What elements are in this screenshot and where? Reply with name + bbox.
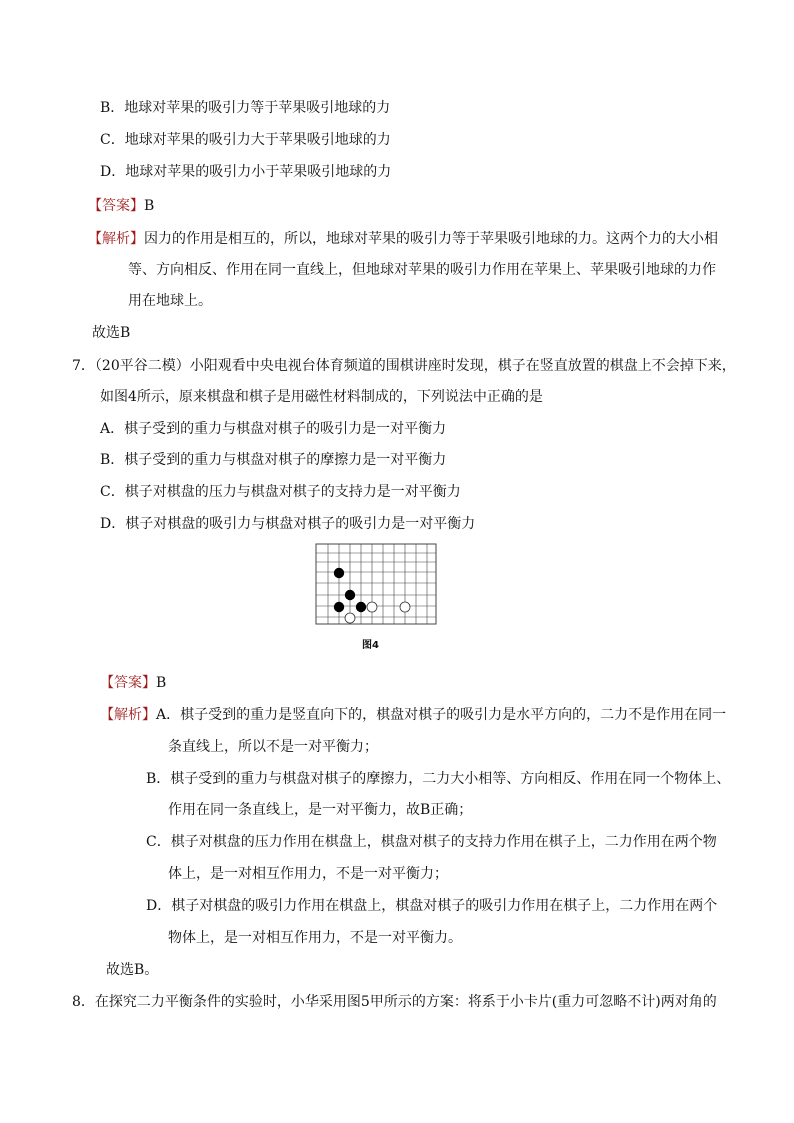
q6-analysis-line-1: [88, 229, 718, 249]
q7-analysis-d-line-2: 物体上，是一对相互作用力，不是一对平衡力。: [168, 930, 462, 946]
q7-option-b: B．棋子受到的重力与棋盘对棋子的摩擦力是一对平衡力: [100, 452, 447, 468]
answer-tag: 【答案】: [88, 198, 144, 214]
black-stone: [334, 568, 344, 578]
q7-analysis-c-line-2: 体上，是一对相互作用力，不是一对平衡力；: [168, 866, 448, 882]
q6-analysis-line-2: 等、方向相反、作用在同一直线上，但地球对苹果的吸引力作用在苹果上、苹果吸引地球的力作: [128, 262, 716, 278]
q7-analysis-d-line-1: D．棋子对棋盘的吸引力作用在棋盘上，棋盘对棋子的吸引力作用在棋子上，二力作用在两个: [146, 898, 718, 914]
q7-analysis-a-line-2: 条直线上，所以不是一对平衡力；: [168, 739, 378, 755]
q7-analysis-b-line-1: B．棋子受到的重力与棋盘对棋子的摩擦力，二力大小相等、方向相反、作用在同一个物体上、: [146, 771, 731, 787]
q6-option-d: D．地球对苹果的吸引力小于苹果吸引地球的力: [100, 164, 392, 180]
answer-value: B: [144, 198, 155, 214]
q8-stem-line-1: 8．在探究二力平衡条件的实验时，小华采用图5甲所示的方案：将系于小卡片(重力可忽略不计)两对角的: [72, 994, 717, 1010]
q6-conclusion: 故选B: [92, 325, 131, 341]
answer-tag: 【答案】: [100, 675, 156, 691]
answer-value: B: [156, 675, 167, 691]
q7-analysis-b-line-2: 作用在同一条直线上，是一对平衡力，故B正确；: [168, 802, 473, 818]
black-stone: [356, 602, 366, 612]
q7-option-d: D．棋子对棋盘的吸引力与棋盘对棋子的吸引力是一对平衡力: [100, 516, 476, 532]
q6-answer: [88, 196, 154, 216]
q7-analysis-c-line-1: C．棋子对棋盘的压力作用在棋盘上，棋盘对棋子的支持力作用在棋子上，二力作用在两个物: [146, 834, 717, 850]
q7-answer: [100, 673, 166, 693]
analysis-text: 因力的作用是相互的，所以，地球对苹果的吸引力等于苹果吸引地球的力。这两个力的大小相: [144, 231, 718, 247]
black-stone: [345, 590, 355, 600]
q6-option-c: C．地球对苹果的吸引力大于苹果吸引地球的力: [100, 132, 391, 148]
q7-stem-line-2: 如图4所示，原来棋盘和棋子是用磁性材料制成的，下列说法中正确的是: [100, 389, 543, 405]
q6-option-b: B．地球对苹果的吸引力等于苹果吸引地球的力: [100, 100, 391, 116]
black-stone: [334, 602, 344, 612]
figure-caption: 图4: [362, 640, 379, 651]
white-stone: [400, 602, 410, 612]
go-board-figure: [315, 543, 437, 625]
q7-conclusion: 故选B。: [106, 962, 159, 978]
analysis-tag: 【解析】: [100, 707, 156, 723]
white-stone: [367, 602, 377, 612]
q7-option-c: C．棋子对棋盘的压力与棋盘对棋子的支持力是一对平衡力: [100, 484, 461, 500]
analysis-tag: 【解析】: [88, 231, 144, 247]
q6-analysis-line-3: 用在地球上。: [128, 293, 212, 309]
go-board-grid: [316, 544, 436, 624]
q7-stem-line-1: 7．（20平谷二模）小阳观看中央电视台体育频道的围棋讲座时发现，棋子在竖直放置的棋盘上不会掉下来，: [72, 358, 736, 374]
q7-analysis-a-line-1: [100, 705, 726, 725]
q7-option-a: A．棋子受到的重力与棋盘对棋子的吸引力是一对平衡力: [100, 421, 447, 437]
white-stone: [345, 613, 355, 623]
analysis-text: A．棋子受到的重力是竖直向下的，棋盘对棋子的吸引力是水平方向的，二力不是作用在同一: [156, 707, 727, 723]
